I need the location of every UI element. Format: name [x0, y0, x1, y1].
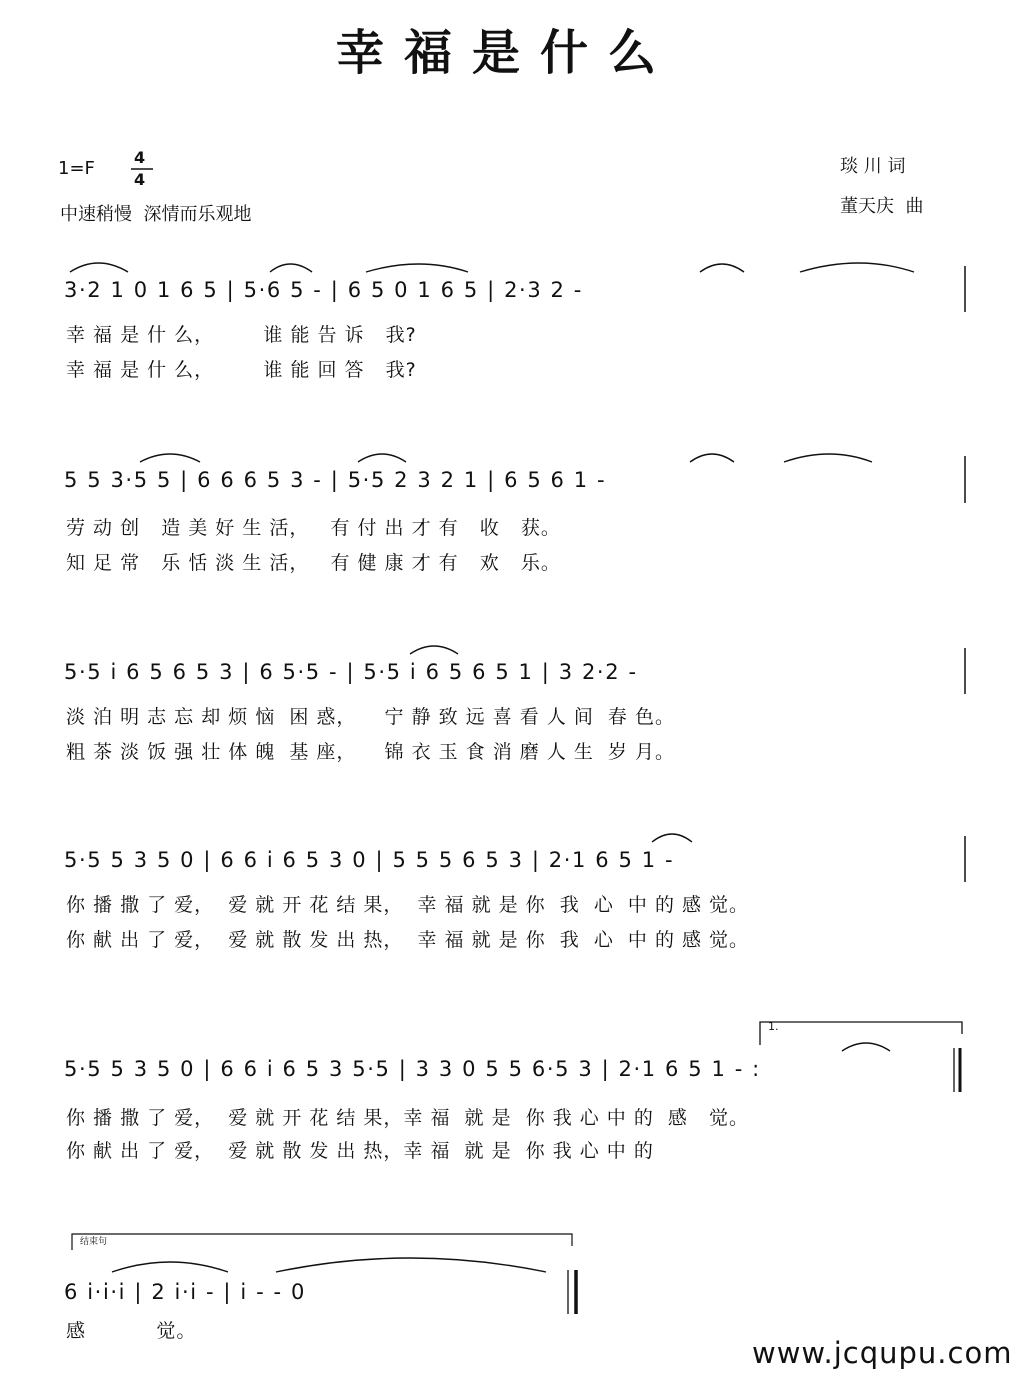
composer-credit: 董天庆 曲 — [840, 196, 924, 217]
lyricist-credit: 琰 川 词 — [840, 156, 906, 177]
notation-line: 5 5 3·5 5 | 6 6 6 5 3 - | 5·5 2 3 2 1 | 6 5 6 1 - — [64, 468, 607, 492]
lyrics-verse-2: 你 献 出 了 爱， 爱 就 散 发 出 热， 幸 福 就 是 你 我 心 中 的 感 觉。 — [66, 929, 750, 951]
notation-line: 3·2 1 0 1 6 5 | 5·6 5 - | 6 5 0 1 6 5 | 2·3 2 - — [64, 278, 583, 302]
lyrics-verse-1: 你 播 撒 了 爱， 爱 就 开 花 结 果， 幸 福 就 是 你 我 心 中 的 感 觉。 — [66, 894, 750, 916]
lyrics-verse-2: 你 献 出 了 爱， 爱 就 散 发 出 热，幸 福 就 是 你 我 心 中 的 — [66, 1140, 654, 1162]
lyrics-verse-1: 你 播 撒 了 爱， 爱 就 开 花 结 果，幸 福 就 是 你 我 心 中 的 感 觉。 — [66, 1107, 750, 1129]
lyrics-verse-1: 淡 泊 明 志 忘 却 烦 恼 困 惑， 宁 静 致 远 喜 看 人 间 春 色。 — [66, 706, 675, 728]
watermark-url: www.jcqupu.com — [752, 1336, 1012, 1370]
notation-line: 6 i·i·i | 2 i·i - | i - - 0 — [64, 1280, 306, 1304]
lyrics-verse-1: 感 觉。 — [66, 1320, 197, 1342]
key-signature: 1=F — [58, 158, 95, 179]
time-signature-bottom: 4 — [134, 170, 146, 189]
lyrics-verse-1: 幸 福 是 什 么， 谁 能 告 诉 我? — [66, 324, 417, 346]
tempo-marking: 中速稍慢 深情而乐观地 — [60, 204, 252, 225]
notation-line: 5·5 5 3 5 0 | 6 6 i 6 5 3 5·5 | 3 3 0 5 5 6·5 3 | 2·1 6 5 1 - : — [64, 1057, 761, 1081]
time-signature-top: 4 — [134, 148, 146, 167]
ending-label: 结束句 — [80, 1237, 108, 1247]
song-title: 幸福是什么 — [335, 25, 676, 81]
volta-label: 1. — [768, 1020, 779, 1033]
lyrics-verse-1: 劳 动 创 造 美 好 生 活， 有 付 出 才 有 收 获。 — [66, 517, 561, 539]
notation-line: 5·5 5 3 5 0 | 6 6 i 6 5 3 0 | 5 5 5 6 5 3 | 2·1 6 5 1 - — [64, 848, 675, 872]
lyrics-verse-2: 幸 福 是 什 么， 谁 能 回 答 我? — [66, 359, 417, 381]
lyrics-verse-2: 知 足 常 乐 恬 淡 生 活， 有 健 康 才 有 欢 乐。 — [66, 552, 561, 574]
notation-line: 5·5 i 6 5 6 5 3 | 6 5·5 - | 5·5 i 6 5 6 5 1 | 3 2·2 - — [64, 660, 638, 684]
lyrics-verse-2: 粗 茶 淡 饭 强 壮 体 魄 基 座， 锦 衣 玉 食 消 磨 人 生 岁 月。 — [66, 741, 675, 763]
